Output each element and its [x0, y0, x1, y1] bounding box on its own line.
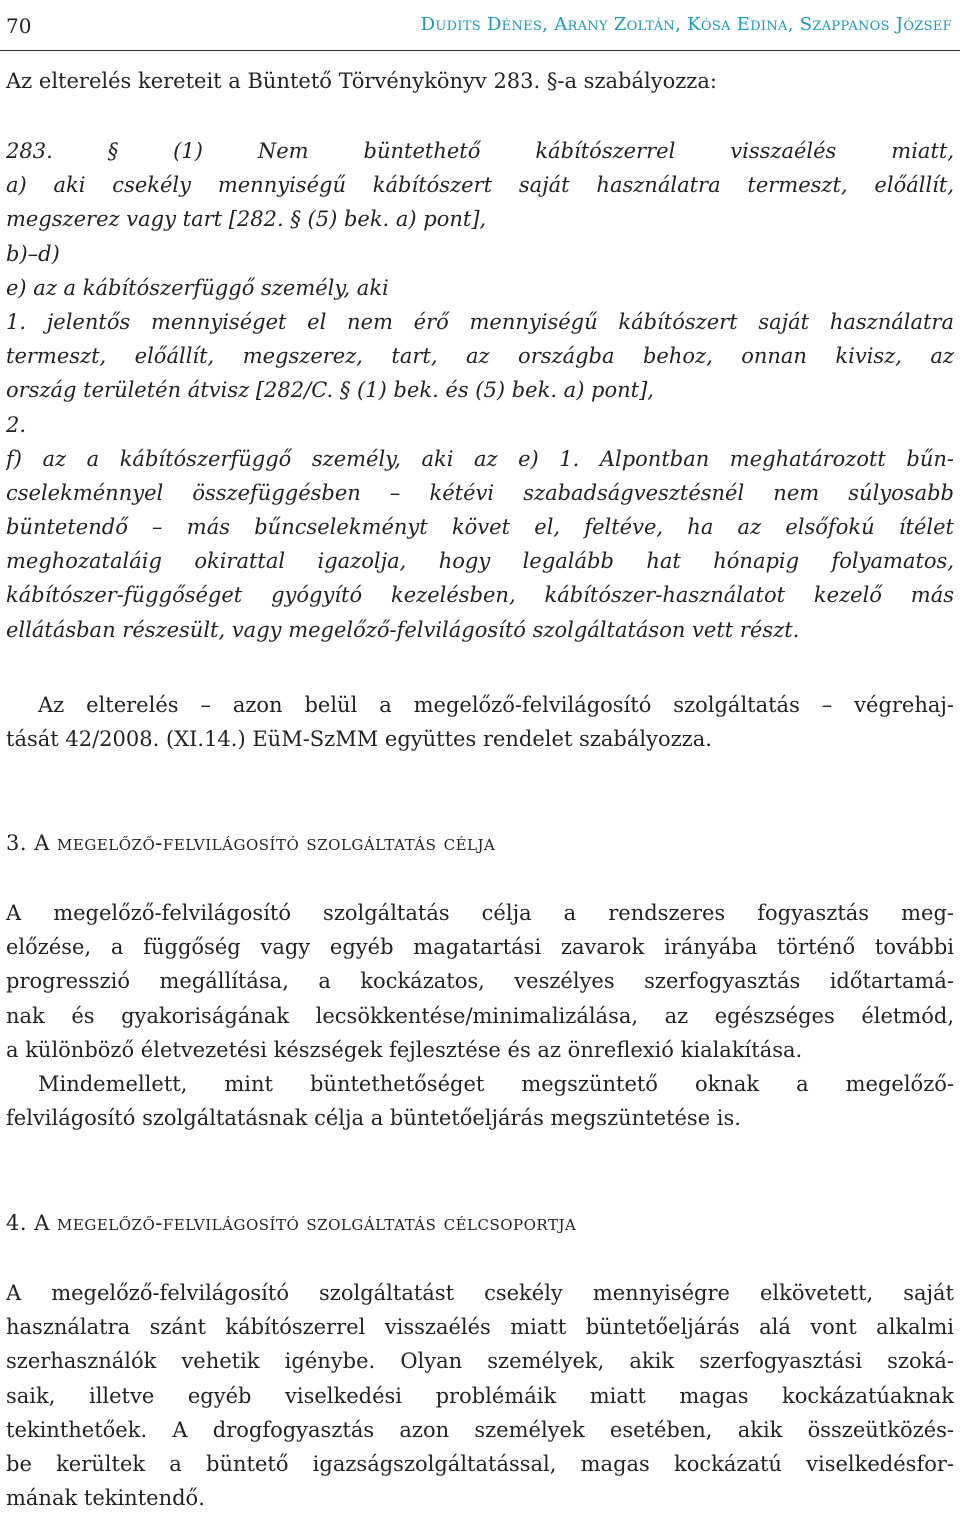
paragraph-line: felvilágosító szolgáltatásnak célja a büntetőeljárás megszüntetése is. [6, 1106, 741, 1131]
quote-line: büntetendő – más bűncselekményt követ el, feltéve, ha az elsőfokú ítélet [6, 515, 954, 540]
quote-line: e) az a kábítószerfüggő személy, aki [6, 275, 389, 300]
paragraph-line: saik, illetve egyéb viselkedési problémáik miatt magas kockázatúaknak [6, 1383, 954, 1408]
paragraph-line: progresszió megállítása, a kockázatos, veszélyes szerfogyasztás időtartamá- [6, 969, 954, 994]
paragraph-line: mának tekintendő. [6, 1486, 205, 1511]
quote-line: kábítószer-függőséget gyógyító kezelésben, kábítószer-használatot kezelő más [6, 583, 954, 608]
paragraph-line: tekinthetőek. A drogfogyasztás azon személyek esetében, akik összeütközés- [6, 1417, 954, 1442]
quote-line: ország területén átvisz [282/C. § (1) bek. és (5) bek. a) pont], [6, 378, 654, 403]
paragraph-line: előzése, a függőség vagy egyéb magatartási zavarok irányába történő további [6, 935, 954, 960]
quote-line: a) aki csekély mennyiségű kábítószert saját használatra termeszt, előállít, [6, 173, 954, 198]
section-heading: 4. A megelőző-felvilágosító szolgáltatás célcsoportja [6, 1211, 577, 1235]
quote-line: termeszt, előállít, megszerez, tart, az országba behoz, onnan kivisz, az [6, 344, 954, 369]
law-quote [6, 134, 954, 647]
intro-line: Az elterelés kereteit a Büntető Törvénykönyv 283. §-a szabályozza: [6, 69, 717, 93]
paragraph-line: a különböző életvezetési készségek fejlesztése és az önreflexió kialakítása. [6, 1037, 803, 1062]
paragraph-line: A megelőző-felvilágosító szolgáltatás célja a rendszeres fogyasztás meg- [6, 901, 954, 925]
paragraph-line: be kerültek a büntető igazságszolgáltatással, magas kockázatú viselkedésfor- [6, 1451, 954, 1476]
paragraph-line: szerhasználók vehetik igénybe. Olyan személyek, akik szerfogyasztási szoká- [6, 1349, 954, 1374]
section-4-body [6, 1276, 954, 1515]
paragraph-line: A megelőző-felvilágosító szolgáltatást csekély mennyiségre elkövetett, saját [6, 1281, 954, 1305]
section-4-heading [6, 1206, 954, 1240]
header-rule [0, 50, 960, 51]
quote-line: b)–d) [6, 241, 60, 266]
quote-line: 283. § (1) Nem büntethető kábítószerrel visszaélés miatt, [6, 139, 954, 163]
section-3-body [6, 896, 954, 1135]
section-3-heading [6, 826, 954, 860]
paragraph-line: Mindemellett, mint büntethetőséget megszüntető oknak a megelőző- [38, 1071, 954, 1096]
quote-line: meghozataláig okirattal igazolja, hogy legalább hat hónapig folyamatos, [6, 549, 954, 574]
intro-paragraph [6, 64, 954, 98]
quote-line: 1. jelentős mennyiséget el nem érő mennyiségű kábítószert saját használatra [6, 309, 954, 334]
paragraph-line: nak és gyakoriságának lecsökkentése/minimalizálása, az egészséges életmód, [6, 1003, 954, 1028]
quote-line: 2. [6, 412, 27, 437]
quote-line: ellátásban részesült, vagy megelőző-felvilágosító szolgáltatáson vett részt. [6, 617, 800, 642]
paragraph-line: tását 42/2008. (XI.14.) EüM-SzMM együttes rendelet szabályozza. [6, 727, 712, 752]
page-number: 70 [6, 14, 32, 38]
page-header [0, 8, 960, 48]
quote-line: f) az a kábítószerfüggő személy, aki az e) 1. Alpontban meghatározott bűn- [6, 446, 954, 471]
quote-line: megszerez vagy tart [282. § (5) bek. a) pont], [6, 207, 487, 232]
section-heading: 3. A megelőző-felvilágosító szolgáltatás célja [6, 831, 496, 855]
running-head-authors: Dudits Dénes, Arany Zoltán, Kósa Edina, Szappanos József [420, 14, 952, 35]
paragraph-line: Az elterelés – azon belül a megelőző-felvilágosító szolgáltatás – végrehaj- [38, 693, 954, 717]
quote-line: cselekménnyel összefüggésben – kétévi szabadságvesztésnél nem súlyosabb [6, 480, 954, 505]
paragraph-line: használatra szánt kábítószerrel visszaélés miatt büntetőeljárás alá vont alkalmi [6, 1315, 954, 1340]
elterelés-paragraph [6, 688, 954, 756]
